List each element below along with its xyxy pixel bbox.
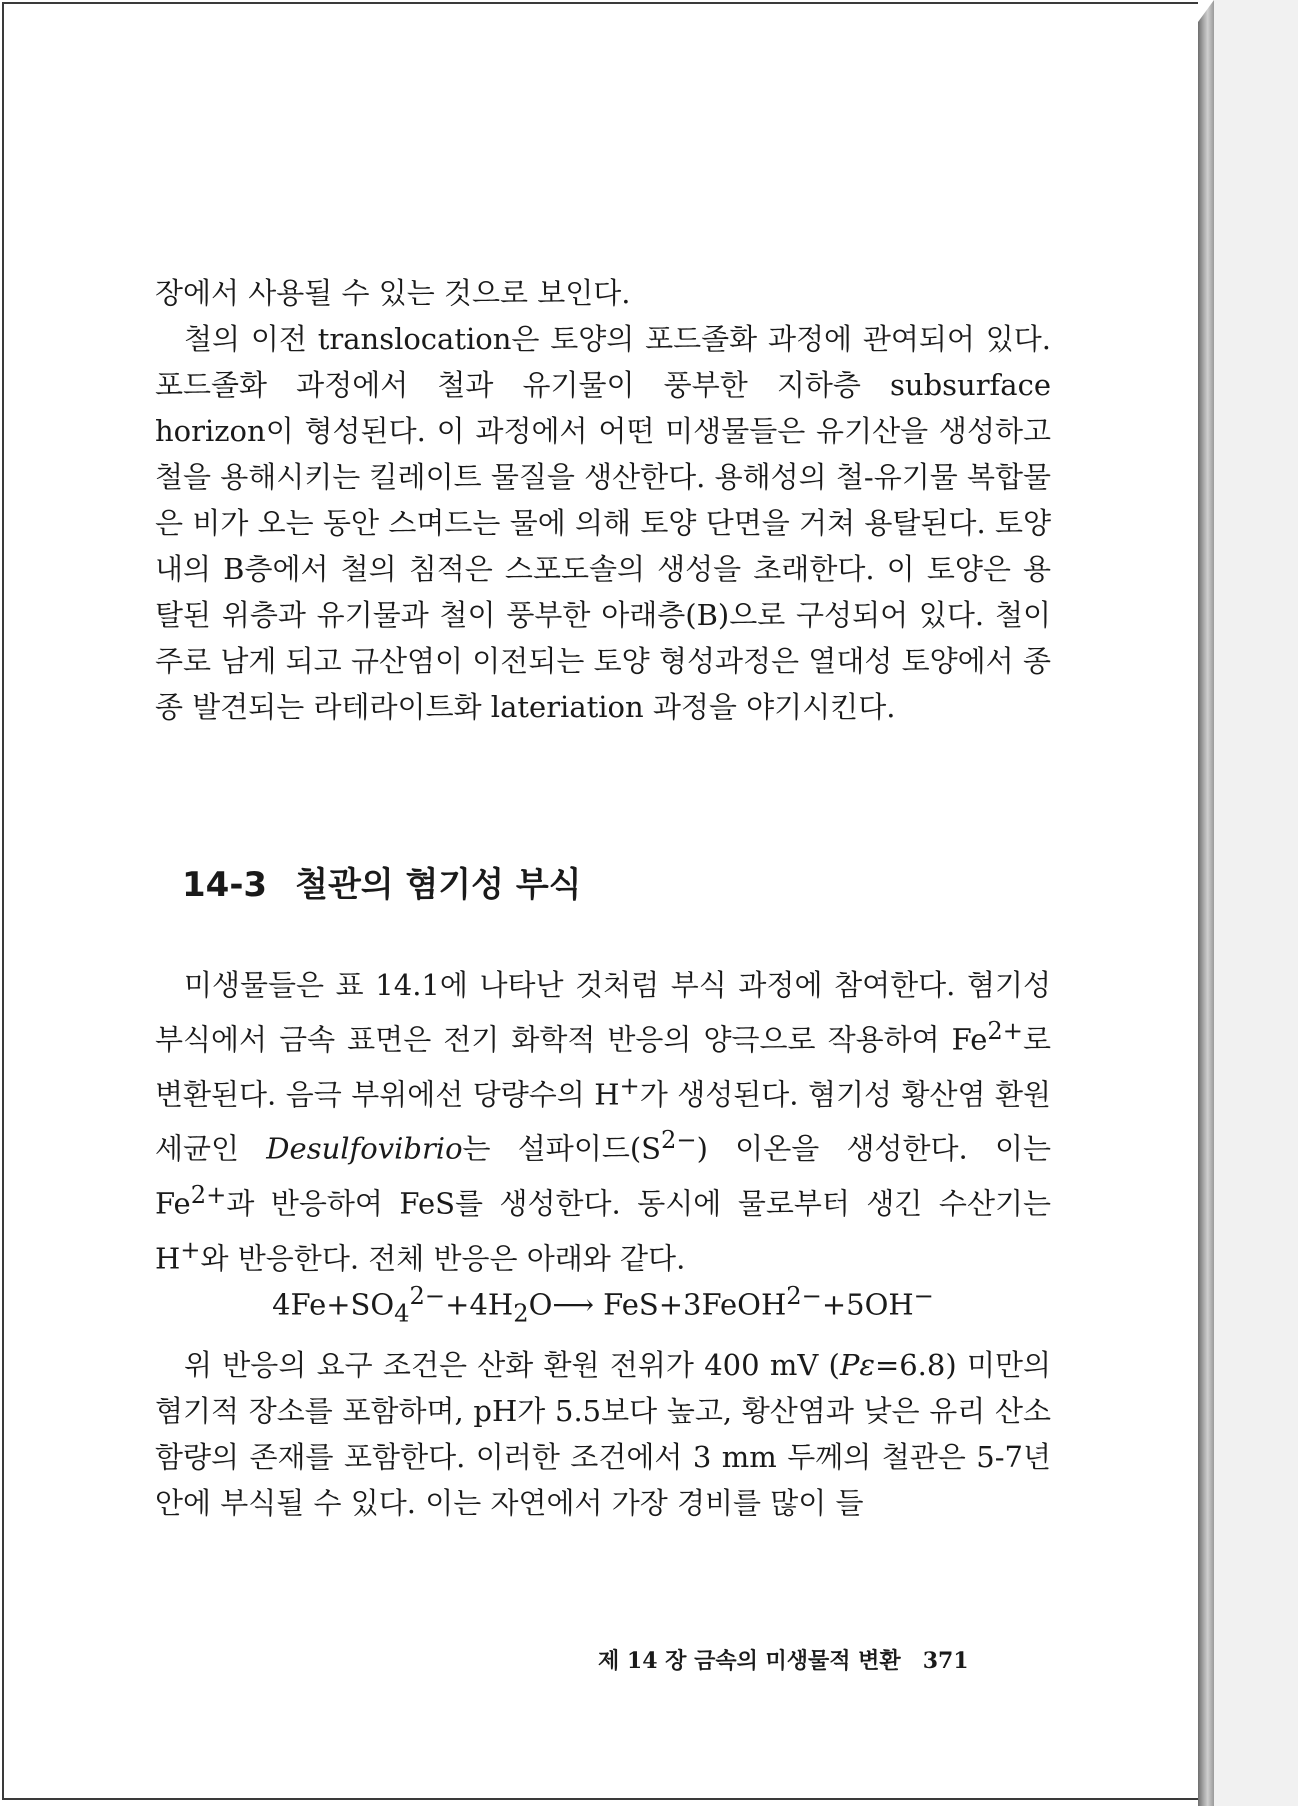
reaction-equation xyxy=(155,1276,1051,1333)
text-segment: 로 변환된다. 음극 부위에선 당량수의 H xyxy=(155,1022,1051,1112)
superscript: + xyxy=(180,1235,201,1264)
eq-superscript: − xyxy=(913,1282,934,1310)
eq-part: +5OH xyxy=(821,1287,914,1322)
text-segment: 는 설파이드(S xyxy=(462,1131,662,1166)
conditions-text-block xyxy=(155,1342,1051,1526)
eq-subscript: 4 xyxy=(394,1299,410,1328)
superscript: 2+ xyxy=(987,1017,1023,1045)
superscript: + xyxy=(619,1071,640,1100)
superscript: 2− xyxy=(661,1126,697,1155)
redox-symbol: Pε xyxy=(839,1348,875,1382)
text-segment: 미생물들은 표 14.1에 나타난 것처럼 부식 과정에 참여한다. 혐기성 부식에서 금속 표면은 전기 화학적 반응의 양극으로 작용하여 Fe xyxy=(155,968,1051,1057)
text-segment: 위 반응의 요구 조건은 산화 환원 전위가 400 mV ( xyxy=(184,1348,840,1382)
page-footer xyxy=(598,1646,969,1676)
eq-part: 4Fe+SO xyxy=(272,1287,395,1322)
text-segment: =6.8) 미만의 혐기적 장소를 포함하며, pH가 5.5보다 높고, 황산염과 낮은 유리 산소 함량의 존재를 포함한다. 이러한 조건에서 3 mm 두께의 철관은 5-7년 안에 부식될 수 있다. 이는 자연에서 가장 경비를 많이 들 xyxy=(155,1348,1051,1520)
text-segment: ) 이온을 생성한다. 이는 Fe xyxy=(155,1131,1051,1221)
text-segment: 와 반응한다. 전체 반응은 아래와 같다. xyxy=(200,1241,686,1276)
organism-name: Desulfovibrio xyxy=(266,1131,463,1166)
section-heading xyxy=(182,862,582,908)
paragraph-iron-translocation: 철의 이전 translocation은 토양의 포드졸화 과정에 관여되어 있다. 포드졸화 과정에서 철과 유기물이 풍부한 지하층 subsurface horizon이 형성된다. 이 과정에서 어떤 미생물들은 유기산을 생성하고 철을 용해시키는 킬레이트 물질을 생산한다. 용해성의 철-유기물 복합물은 비가 오는 동안 스며드는 물에 의해 토양 단면을 거쳐 용탈된다. 토양 내의 B층에서 철의 침적은 스포도솔의 생성을 초래한다. 이 토양은 용탈된 위층과 유기물과 철이 풍부한 아래층(B)으로 구성되어 있다. 철이 주로 남게 되고 규산염이 이전되는 토양 형성과정은 열대성 토양에서 종종 발견되는 라테라이트화 lateriation 과정을 야기시킨다. xyxy=(155,322,1051,724)
paragraph-anaerobic-corrosion xyxy=(155,962,1051,1281)
eq-part: O xyxy=(528,1287,553,1322)
page-number: 371 xyxy=(922,1648,969,1674)
paragraph-continuation: 장에서 사용될 수 있는 것으로 보인다. xyxy=(155,276,631,310)
running-title: 제 14 장 금속의 미생물적 변환 xyxy=(598,1648,901,1674)
section-title: 철관의 혐기성 부식 xyxy=(295,865,582,905)
superscript: 2+ xyxy=(190,1180,227,1209)
page-edge xyxy=(1198,0,1214,1806)
eq-part: FeS+3FeOH xyxy=(593,1287,787,1322)
section-number: 14-3 xyxy=(182,865,268,905)
text-segment: 과 반응하여 FeS를 생성한다. 동시에 물로부터 생긴 수산기는 H xyxy=(155,1186,1051,1276)
eq-part: +4H xyxy=(445,1287,514,1322)
corrosion-text-block xyxy=(155,962,1051,1281)
top-text-block xyxy=(155,270,1051,730)
paragraph-reaction-conditions xyxy=(155,1342,1051,1526)
reaction-arrow: ⟶ xyxy=(552,1287,594,1322)
text-segment: 가 생성된다. 혐기성 황산염 환원세균인 xyxy=(155,1077,1052,1166)
eq-superscript: 2− xyxy=(409,1282,446,1310)
page-margin-background xyxy=(1214,0,1298,1806)
eq-subscript: 2 xyxy=(513,1299,529,1328)
eq-superscript: 2− xyxy=(786,1282,822,1310)
